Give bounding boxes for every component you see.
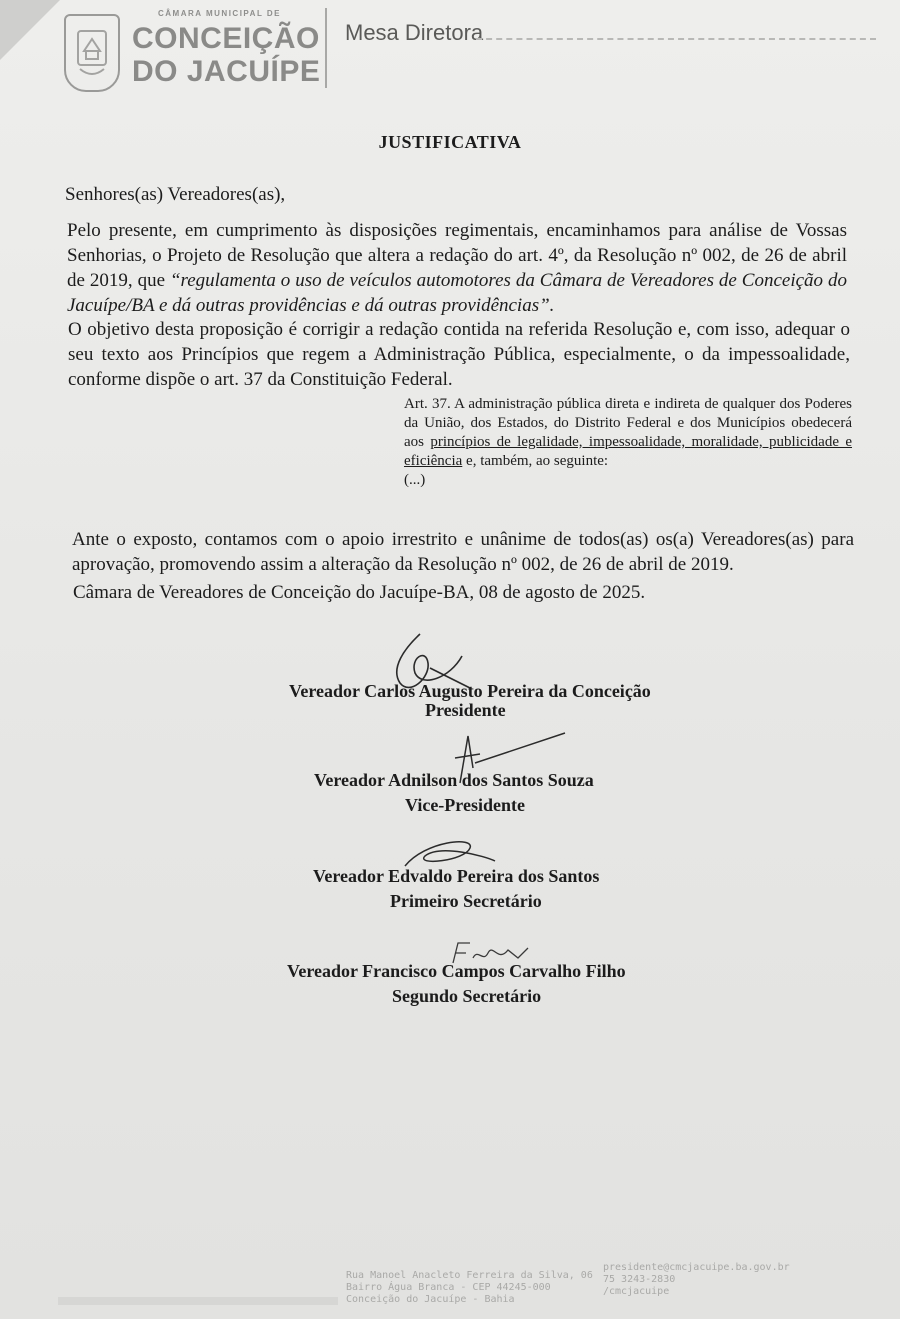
- paragraph-1-quote: “regulamenta o uso de veículos automotores da Câmara de Vereadores de Conceição do Jacuípe/BA e dá outras providências e dá outras providências”.: [67, 270, 847, 316]
- signatory-name: Vereador Carlos Augusto Pereira da Conceição: [289, 681, 651, 701]
- signatory-role: Vice-Presidente: [405, 795, 525, 815]
- header-section-title: Mesa Diretora: [345, 20, 484, 45]
- footer-bar: [58, 1297, 338, 1305]
- citation-ellipsis: (...): [404, 472, 426, 488]
- paragraph-1-text: Pelo presente, em cumprimento às disposições regimentais, encaminhamos para análise de Vossas Senhorias, o Projeto de Resolução que altera a redação do art. 4º, da Resolução nº 002, de 26 de abril de 2019, que: [67, 220, 847, 291]
- signatory-name: Vereador Adnilson dos Santos Souza: [314, 770, 594, 790]
- citation-start: Art. 37. A administração pública direta e indireta de qualquer dos Poderes da União, dos Estados, do Distrito Federal e dos Municípios obedecerá aos: [404, 396, 852, 450]
- footer-address-line: Conceição do Jacuípe - Bahia: [346, 1294, 515, 1305]
- footer-address-line: Rua Manoel Anacleto Ferreira da Silva, 06: [346, 1270, 593, 1281]
- footer-social: /cmcjacuipe: [603, 1286, 670, 1297]
- signatory-role: Primeiro Secretário: [390, 891, 542, 911]
- footer-contacts: [603, 1262, 790, 1298]
- signatory-role: Segundo Secretário: [392, 986, 542, 1006]
- org-name-line1: CONCEIÇÃO: [132, 22, 320, 55]
- place-and-date: Câmara de Vereadores de Conceição do Jacuípe-BA, 08 de agosto de 2025.: [73, 582, 646, 603]
- document-title: JUSTIFICATIVA: [378, 132, 522, 152]
- city-crest-icon: [64, 14, 120, 92]
- citation-end: e, também, ao seguinte:: [466, 453, 609, 469]
- greeting: Senhores(as) Vereadores(as),: [65, 184, 286, 205]
- citation-underlined: princípios de legalidade, impessoalidade, moralidade, publicidade e eficiência: [404, 434, 852, 469]
- header-divider: [325, 8, 327, 88]
- page-corner-fold: [0, 0, 60, 60]
- paragraph-3: Ante o exposto, contamos com o apoio irrestrito e unânime de todos(as) os(a) Vereadores(as) para aprovação, promovendo assim a alteração da Resolução nº 002, de 26 de abril de 2019.: [72, 529, 854, 575]
- signatory-name: Vereador Edvaldo Pereira dos Santos: [313, 866, 600, 886]
- signatory-role: Presidente: [425, 700, 506, 720]
- org-small-label: CÂMARA MUNICIPAL DE: [158, 9, 282, 18]
- legal-citation: [404, 395, 852, 490]
- footer-phone: 75 3243-2830: [603, 1274, 676, 1285]
- org-name-line2: DO JACUÍPE: [132, 55, 321, 88]
- footer-email: presidente@cmcjacuipe.ba.gov.br: [603, 1262, 790, 1273]
- footer-address: [346, 1270, 593, 1306]
- paragraph-2: O objetivo desta proposição é corrigir a redação contida na referida Resolução e, com isso, adequar o seu texto aos Princípios que regem a Administração Pública, especialmente, o da impessoalidade, conforme dispõe o art. 37 da Constituição Federal.: [68, 319, 850, 390]
- paragraph-1: [67, 218, 847, 318]
- signatory-name: Vereador Francisco Campos Carvalho Filho: [287, 961, 626, 981]
- footer-address-line: Bairro Água Branca - CEP 44245-000: [346, 1282, 551, 1293]
- header-rule: [476, 38, 876, 40]
